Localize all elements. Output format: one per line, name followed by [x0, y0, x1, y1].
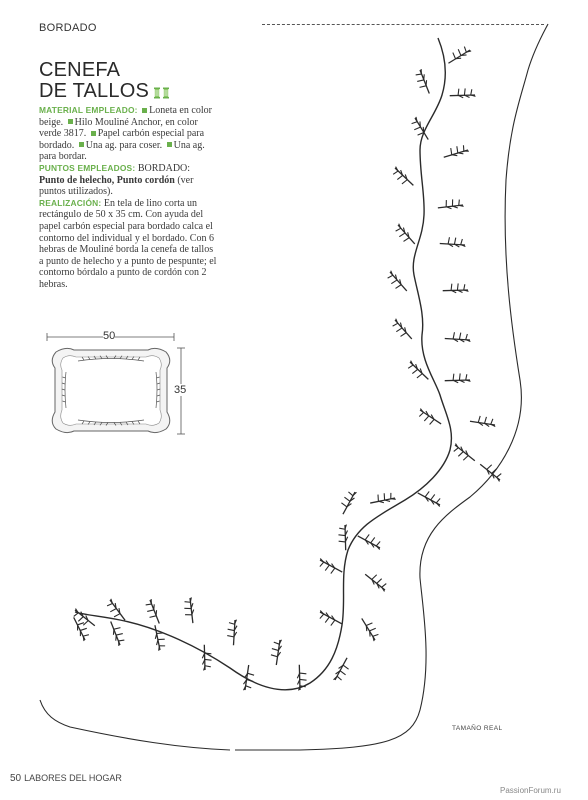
- material-item: Una ag. para coser.: [85, 139, 163, 151]
- stitches-heading: PUNTOS EMPLEADOS:: [39, 162, 136, 173]
- fern-fronds: [67, 43, 504, 691]
- material-item: Una ag. para bordar.: [39, 139, 205, 163]
- materials-heading: MATERIAL EMPLEADO:: [39, 105, 138, 115]
- material-item: Hilo Mouliné Anchor, en color verde 3817.: [39, 116, 198, 140]
- page-number: 50: [10, 773, 22, 784]
- page-footer: [10, 773, 122, 784]
- stitches-label: BORDADO:: [137, 162, 191, 174]
- width-label: 50: [103, 330, 116, 342]
- height-label: 35: [174, 384, 187, 396]
- scale-note: TAMAÑO REAL: [452, 725, 503, 732]
- material-item: Loneta en color beige.: [39, 105, 212, 128]
- stitches-note: (ver puntos utilizados).: [39, 174, 194, 198]
- realization-heading: REALIZACIÓN:: [39, 197, 102, 208]
- magazine-name: LABORES DEL HOGAR: [24, 773, 122, 783]
- watermark: PassionForum.ru: [500, 786, 561, 795]
- realization-text: En tela de lino corta un rectángulo de 50 x 35 cm. Con ayuda del papel carbón especial para bordado calca el contorno del individual y el bordado. Con 6 hebras de Mouliné borda la cenefa de tallos a punto de helecho y a punto de pespunte; el contorno bórdalo a punto de cordón con 2 hebras.: [39, 197, 217, 290]
- title-line-2: DE TALLOS: [39, 81, 171, 102]
- title-line-1: CENEFA: [39, 59, 121, 81]
- section-label: BORDADO: [39, 22, 97, 34]
- material-item: Papel carbón especial para bordado.: [39, 128, 205, 151]
- stitches-names: Punto de helecho, Punto cordón: [39, 174, 175, 186]
